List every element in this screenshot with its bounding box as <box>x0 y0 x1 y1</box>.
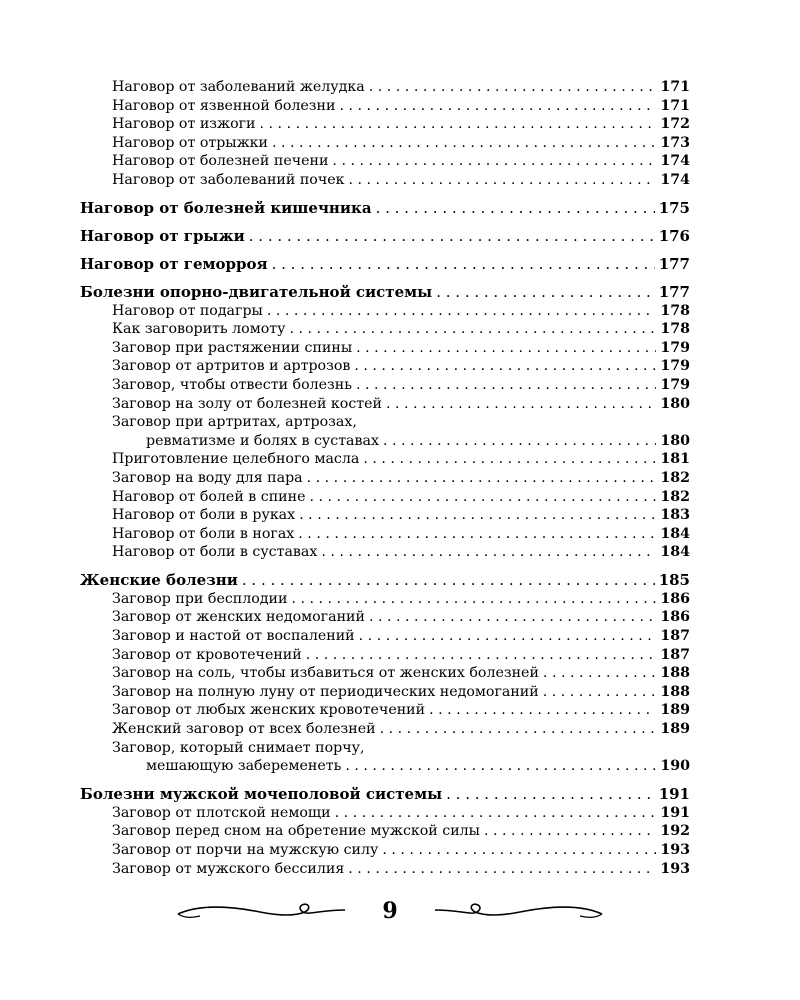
toc-section-heading <box>80 226 690 246</box>
toc-page-number: 184 <box>660 544 690 561</box>
toc-page-number: 184 <box>660 525 690 542</box>
toc-page-number: 187 <box>660 628 690 645</box>
toc-page-number: 186 <box>660 590 690 607</box>
toc-entry-title: Заговор, чтобы отвести болезнь <box>112 376 352 393</box>
dot-leader <box>335 804 657 823</box>
toc-page-number: 187 <box>660 646 690 663</box>
toc-page-number: 193 <box>660 860 690 877</box>
toc-page-number: 190 <box>660 758 690 775</box>
toc-page-number: 178 <box>660 321 690 338</box>
toc-entry <box>80 432 690 451</box>
dot-leader <box>291 590 656 609</box>
toc-page-number: 177 <box>658 282 690 301</box>
toc-section-heading <box>80 784 690 804</box>
toc-entry-title: Наговор от боли в ногах <box>112 525 295 542</box>
toc-entry <box>80 804 690 823</box>
dot-leader <box>359 627 657 646</box>
toc-page-number: 188 <box>660 665 690 682</box>
dot-leader <box>436 282 654 302</box>
dot-leader <box>446 784 655 804</box>
toc-page-number: 174 <box>660 171 690 188</box>
dot-leader <box>249 226 655 246</box>
toc-entry-title: Заговор от плотской немощи <box>112 804 331 821</box>
dot-leader <box>382 841 656 860</box>
toc-entry-title: Заговор перед сном на обретение мужской силы <box>112 823 480 840</box>
toc-page-number: 177 <box>658 254 690 273</box>
dot-leader <box>543 683 657 702</box>
page-number: 9 <box>382 898 398 924</box>
toc-entry-title: Заговор и настой от воспалений <box>112 628 355 645</box>
toc-page-number: 191 <box>660 804 690 821</box>
toc-page-number: 192 <box>660 823 690 840</box>
toc-page-number: 189 <box>660 702 690 719</box>
toc-section-heading <box>80 254 690 274</box>
dot-leader <box>299 506 656 525</box>
toc-entry-title: Заговор при бесплодии <box>112 590 288 607</box>
toc-page-number: 182 <box>660 469 690 486</box>
toc-page-number: 193 <box>660 842 690 858</box>
toc-entry-title: Наговор от болезней печени <box>112 153 329 170</box>
toc-entry <box>80 171 690 190</box>
dot-leader <box>369 78 657 97</box>
toc-entry <box>80 152 690 171</box>
toc-entry-title: ревматизме и болях в суставах <box>146 432 379 449</box>
toc-page-number: 179 <box>660 358 690 375</box>
toc-page-number: 188 <box>660 683 690 700</box>
dot-leader <box>306 646 657 665</box>
toc-page-number: 185 <box>658 570 690 589</box>
toc-entry-title: Заговор на полную луну от периодических недомоганий <box>112 683 539 700</box>
toc-entry <box>80 683 690 702</box>
toc-entry <box>80 860 690 879</box>
toc-entry-title: Женский заговор от всех болезней <box>112 721 376 738</box>
toc-entry <box>80 543 690 562</box>
toc-page-number: 172 <box>660 116 690 133</box>
toc-page-number: 179 <box>660 376 690 393</box>
toc-page-number: 180 <box>660 432 690 449</box>
toc-entry <box>80 757 690 776</box>
toc-entry <box>80 720 690 739</box>
toc-entry-title: Заговор на воду для пара <box>112 469 303 486</box>
dot-leader <box>267 302 657 321</box>
dot-leader <box>289 320 656 339</box>
toc-page-number: 171 <box>660 79 690 95</box>
dot-leader <box>260 115 657 134</box>
toc-entry <box>80 627 690 646</box>
toc-entry <box>80 488 690 507</box>
toc-entry-title: Заговор от порчи на мужскую силу <box>112 842 379 858</box>
toc-entry-title: Болезни мужской мочеполовой системы <box>80 784 443 803</box>
dot-leader <box>363 450 656 469</box>
toc-entry-title: Заговор от мужского бессилия <box>112 860 345 877</box>
toc-entry-title: Женские болезни <box>80 570 238 589</box>
toc-entry-title: Приготовление целебного масла <box>112 451 360 468</box>
toc-entry-title: мешающую забеременеть <box>146 758 342 775</box>
toc-section-heading <box>80 570 690 590</box>
toc-page-number: 182 <box>660 488 690 505</box>
toc-entry-title: Заговор на золу от болезней костей <box>112 395 382 412</box>
dot-leader <box>307 469 657 488</box>
dot-leader <box>543 664 656 683</box>
dot-leader <box>369 608 656 627</box>
toc-page-number: 181 <box>660 451 690 468</box>
toc-entry <box>80 450 690 469</box>
dot-leader <box>332 152 656 171</box>
toc-section-heading <box>80 198 690 218</box>
toc-entry <box>80 376 690 395</box>
dot-leader <box>272 134 656 153</box>
toc-entry <box>80 841 690 860</box>
toc-page-number: 171 <box>660 97 690 114</box>
dot-leader <box>242 570 655 590</box>
dot-leader <box>348 860 656 879</box>
dot-leader <box>310 488 657 507</box>
dot-leader <box>348 171 656 190</box>
toc-page-number: 179 <box>660 339 690 356</box>
toc-entry <box>80 134 690 153</box>
dot-leader <box>272 254 655 274</box>
toc-entry <box>80 97 690 116</box>
toc-entry-title: Заговор при растяжении спины <box>112 339 353 356</box>
dot-leader <box>484 822 656 841</box>
toc-entry <box>80 525 690 544</box>
toc-page-number: 175 <box>658 198 690 217</box>
dot-leader <box>380 720 657 739</box>
dot-leader <box>356 376 656 395</box>
toc-entry-title: Как заговорить ломоту <box>112 321 286 338</box>
toc-entry <box>80 822 690 841</box>
toc-page-number: 176 <box>658 226 690 245</box>
toc-entry-title: Наговор от отрыжки <box>112 134 268 151</box>
toc-page-number: 186 <box>660 609 690 626</box>
toc-entry <box>80 339 690 358</box>
dot-leader <box>386 395 656 414</box>
toc-entry <box>80 739 690 758</box>
toc-section-heading <box>80 282 690 302</box>
page-footer <box>170 896 610 936</box>
dot-leader <box>321 543 656 562</box>
toc-page-number: 178 <box>660 302 690 319</box>
toc-entry <box>80 302 690 321</box>
toc-entry <box>80 590 690 609</box>
table-of-contents <box>80 78 690 878</box>
toc-entry-title: Наговор от изжоги <box>112 116 256 133</box>
dot-leader <box>339 97 656 116</box>
toc-entry-title: Заговор от женских недомоганий <box>112 609 365 626</box>
toc-entry <box>80 357 690 376</box>
dot-leader <box>298 525 656 544</box>
toc-entry-title: Болезни опорно-двигательной системы <box>80 282 433 301</box>
toc-entry-title: Наговор от грыжи <box>80 226 245 245</box>
dot-leader <box>345 757 656 776</box>
toc-entry <box>80 115 690 134</box>
dot-leader <box>429 701 656 720</box>
toc-page-number: 191 <box>658 784 690 803</box>
toc-entry-title: Наговор от болезней кишечника <box>80 198 372 217</box>
dot-leader <box>383 432 656 451</box>
toc-entry <box>80 646 690 665</box>
toc-page-number: 180 <box>660 395 690 412</box>
toc-entry <box>80 413 690 432</box>
toc-entry-title: Наговор от болей в спине <box>112 488 306 505</box>
toc-entry <box>80 608 690 627</box>
toc-entry-title: Наговор от геморроя <box>80 254 268 273</box>
toc-page-number: 183 <box>660 507 690 524</box>
toc-entry <box>80 395 690 414</box>
toc-entry-title: Заговор от кровотечений <box>112 646 302 663</box>
toc-entry <box>80 320 690 339</box>
toc-entry <box>80 506 690 525</box>
toc-entry-title: Наговор от подагры <box>112 302 263 319</box>
toc-page-number: 173 <box>660 134 690 151</box>
toc-entry-title: Заговор при артритах, артрозах, <box>112 414 357 431</box>
toc-entry <box>80 664 690 683</box>
dot-leader <box>354 357 656 376</box>
toc-entry-title: Наговор от боли в руках <box>112 507 296 524</box>
toc-page-number: 174 <box>660 153 690 170</box>
toc-entry-title: Заговор от любых женских кровотечений <box>112 702 426 719</box>
toc-entry-title: Заговор от артритов и артрозов <box>112 358 351 375</box>
toc-entry <box>80 701 690 720</box>
toc-page-number: 189 <box>660 721 690 738</box>
toc-entry-title: Заговор, который снимает порчу, <box>112 739 365 756</box>
toc-entry-title: Наговор от язвенной болезни <box>112 97 336 114</box>
toc-entry-title: Наговор от заболеваний желудка <box>112 79 365 95</box>
dot-leader <box>376 198 655 218</box>
toc-entry-title: Заговор на соль, чтобы избавиться от женских болезней <box>112 665 539 682</box>
dot-leader <box>356 339 656 358</box>
toc-entry <box>80 469 690 488</box>
toc-entry-title: Наговор от заболеваний почек <box>112 171 345 188</box>
toc-entry <box>80 78 690 97</box>
toc-entry-title: Наговор от боли в суставах <box>112 544 318 561</box>
